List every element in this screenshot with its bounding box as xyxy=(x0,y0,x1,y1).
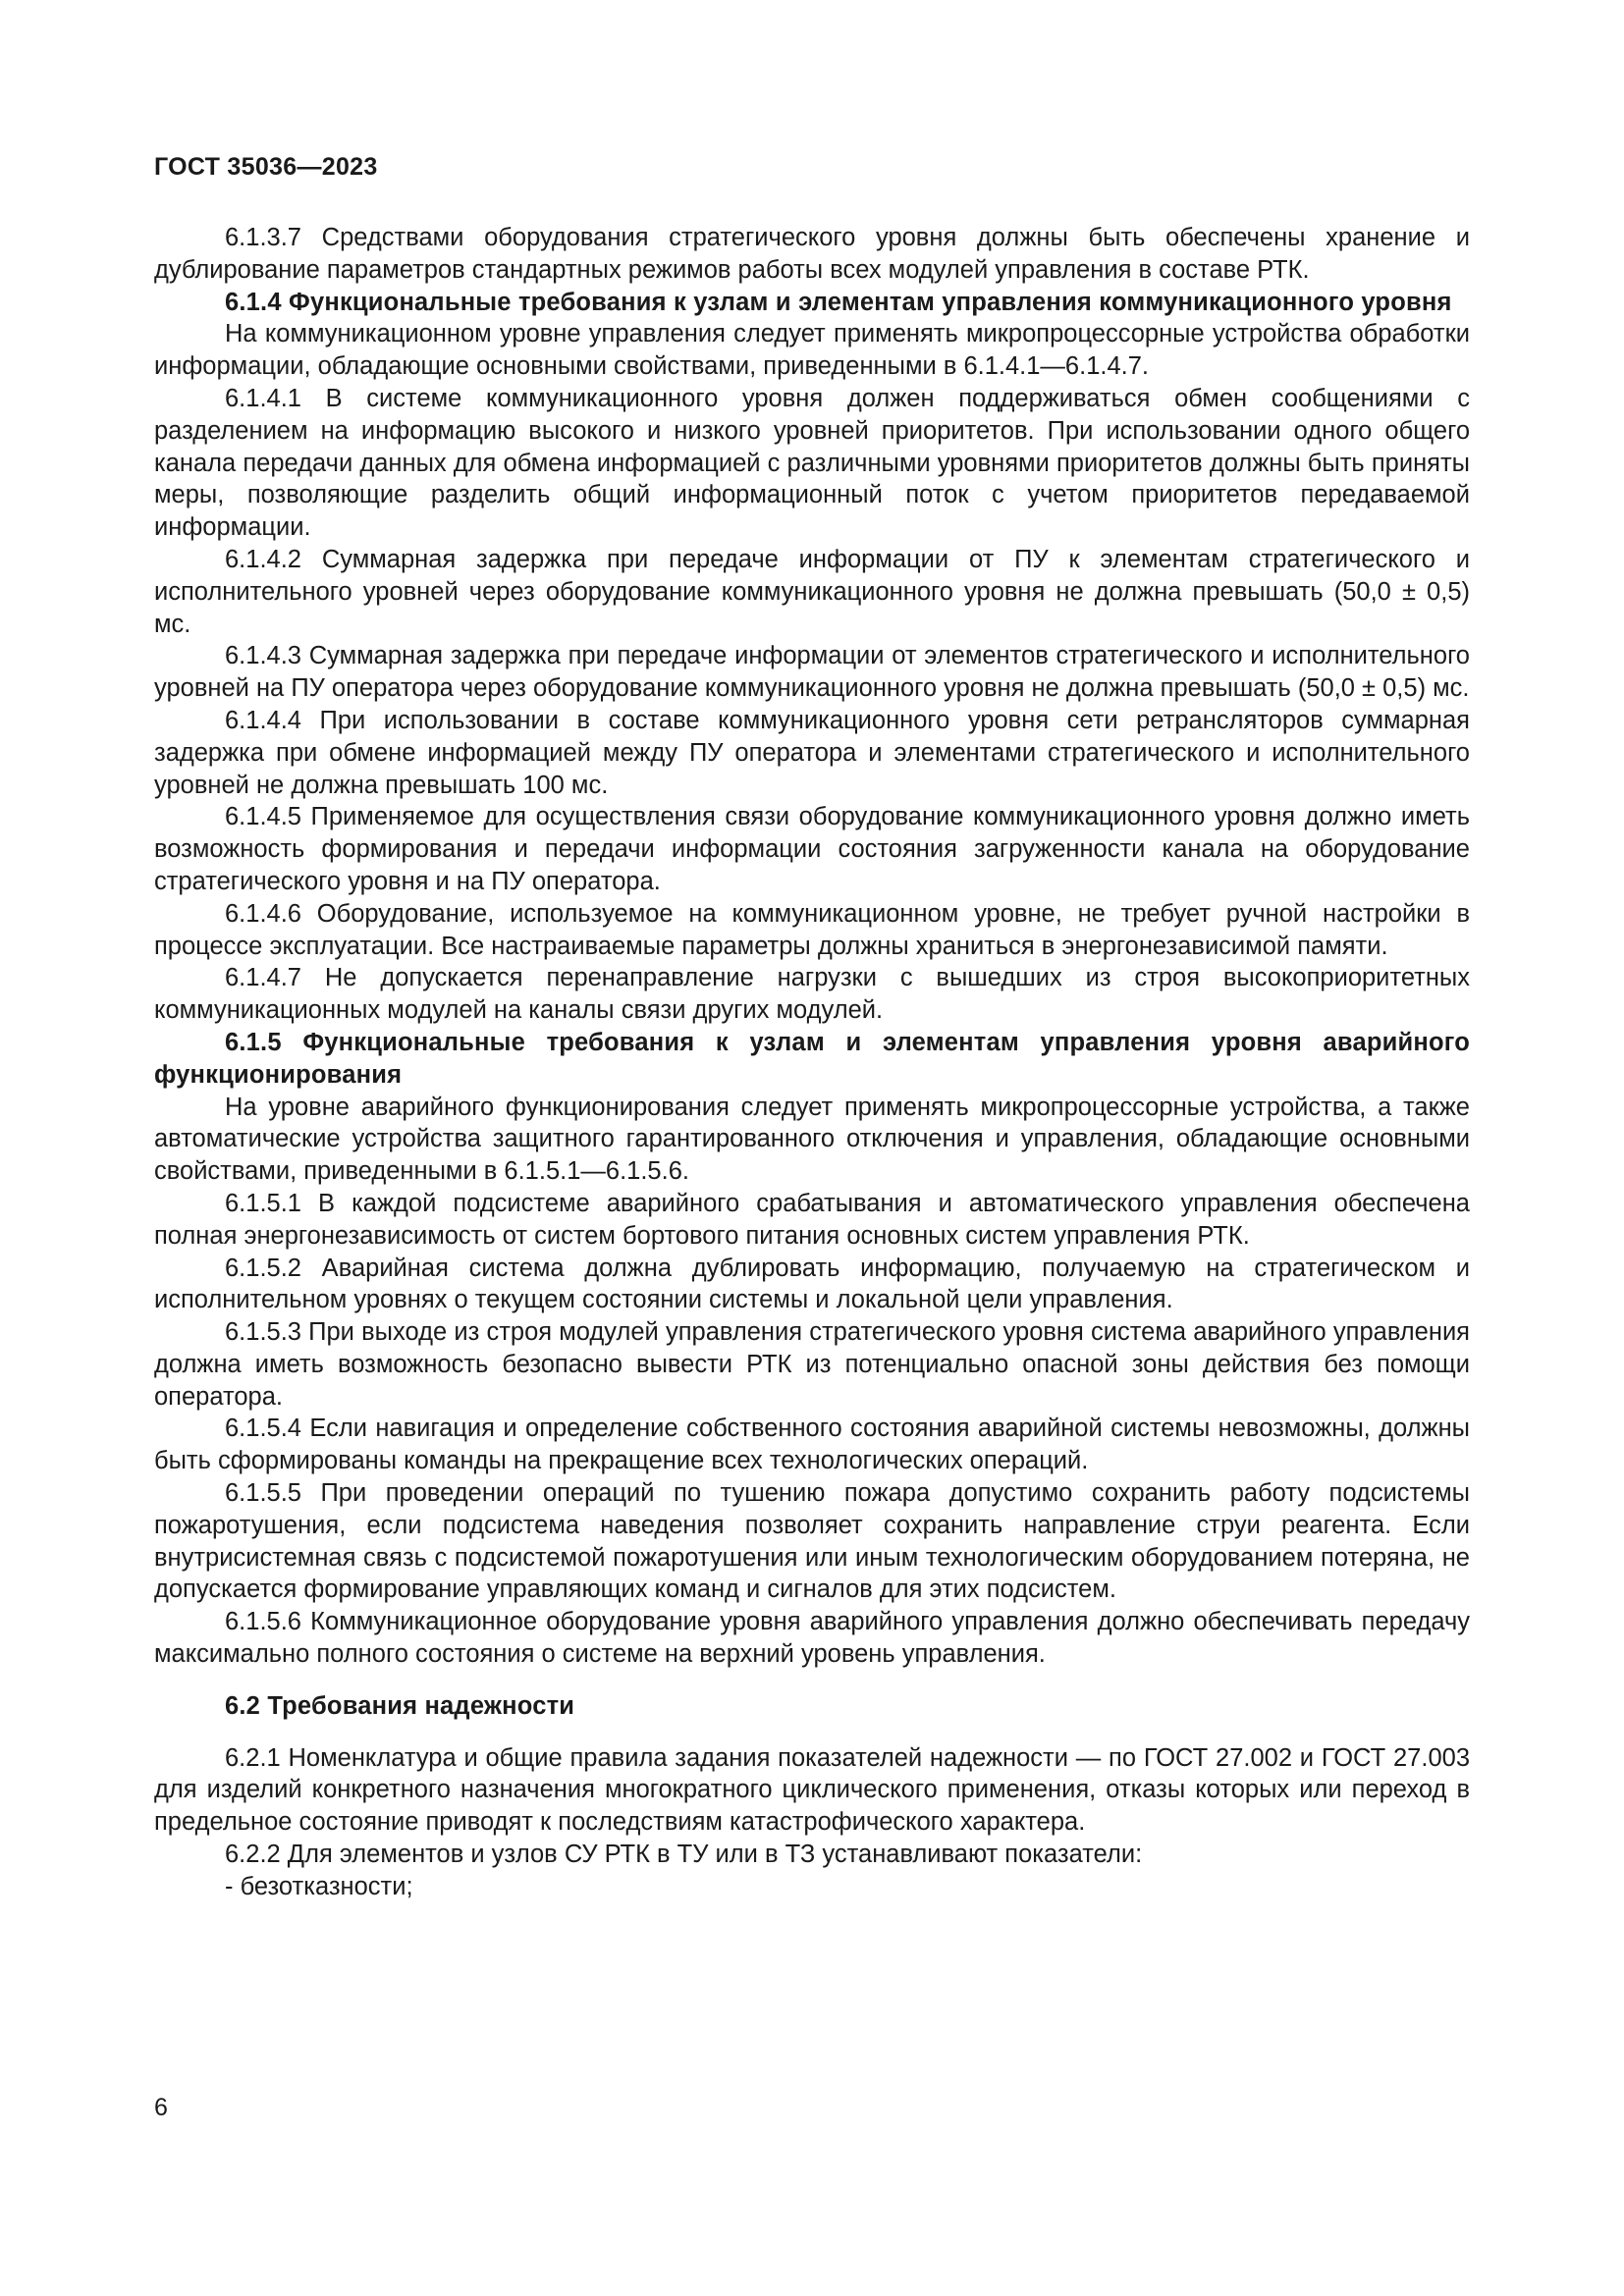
heading-6-2: 6.2 Требования надежности xyxy=(225,1691,575,1720)
paragraph-6-1-4-3: 6.1.4.3 Суммарная задержка при передаче информации от элементов стратегического и исполнительного уровней на ПУ оператора через оборудование коммуникационного уровня не должна превышать (50,0 ± 0,5) мс. xyxy=(154,642,1470,703)
paragraph-6-2-2: 6.2.2 Для элементов и узлов СУ РТК в ТУ или в ТЗ устанавливают показатели: xyxy=(225,1841,1143,1869)
paragraph-6-1-5-2: 6.1.5.2 Аварийная система должна дублировать информацию, получаемую на стратегическом и исполнительном уровнях о текущем состоянии системы и локальной цели управления. xyxy=(154,1254,1470,1314)
heading-6-1-5: 6.1.5 Функциональные требования к узлам и элементам управления уровня аварийного функционирования xyxy=(154,1028,1470,1089)
paragraph-6-1-4-2: 6.1.4.2 Суммарная задержка при передаче информации от ПУ к элементам стратегического и исполнительного уровней через оборудование коммуникационного уровня не должна превышать (50,0 ± 0,5) мс. xyxy=(154,545,1470,638)
paragraph-6-1-4-1: 6.1.4.1 В системе коммуникационного уровня должен поддерживаться обмен сообщениями с разделением на информацию высокого и низкого уровней приоритетов. При использовании одного общего канала передачи данных для обмена информацией с различными уровнями приоритетов должны быть приняты меры, позволяющие разделить общий информационный поток с учетом приоритетов передаваемой информации. xyxy=(154,384,1470,542)
paragraph-6-2-1: 6.2.1 Номенклатура и общие правила задания показателей надежности — по ГОСТ 27.002 и ГОСТ 27.003 для изделий конкретного назначения многократного циклического применения, отказы которых или переход в предельное состояние приводят к последствиям катастрофического характера. xyxy=(154,1743,1470,1837)
paragraph-6-1-4-intro: На коммуникационном уровне управления следует применять микропроцессорные устройства обработки информации, обладающие основными свойствами, приведенными в 6.1.4.1—6.1.4.7. xyxy=(154,320,1470,381)
paragraph-6-1-4-4: 6.1.4.4 При использовании в составе коммуникационного уровня сети ретрансляторов суммарная задержка при обмене информацией между ПУ оператора и элементами стратегического и исполнительного уровней не должна превышать 100 мс. xyxy=(154,706,1470,799)
document-body xyxy=(154,222,1470,1903)
heading-6-1-4: 6.1.4 Функциональные требования к узлам и элементам управления коммуникационного уровня xyxy=(225,288,1452,316)
paragraph-6-1-3-7: 6.1.3.7 Средствами оборудования стратегического уровня должны быть обеспечены хранение и дублирование параметров стандартных режимов работы всех модулей управления в составе РТК. xyxy=(154,224,1470,284)
document-header-code: ГОСТ 35036—2023 xyxy=(154,153,378,181)
paragraph-6-1-5-4: 6.1.5.4 Если навигация и определение собственного состояния аварийной системы невозможны, должны быть сформированы команды на прекращение всех технологических операций. xyxy=(154,1415,1470,1475)
paragraph-6-1-4-6: 6.1.4.6 Оборудование, используемое на коммуникационном уровне, не требует ручной настройки в процессе эксплуатации. Все настраиваемые параметры должны храниться в энергонезависимой памяти. xyxy=(154,899,1470,960)
list-item-bezotkaznosti: - безотказности; xyxy=(225,1872,413,1900)
paragraph-6-1-5-6: 6.1.5.6 Коммуникационное оборудование уровня аварийного управления должно обеспечивать передачу максимально полного состояния о системе на верхний уровень управления. xyxy=(154,1608,1470,1669)
page-number: 6 xyxy=(154,2094,168,2121)
paragraph-6-1-4-7: 6.1.4.7 Не допускается перенаправление нагрузки с вышедших из строя высокоприоритетных коммуникационных модулей на каналы связи других модулей. xyxy=(154,964,1470,1025)
paragraph-6-1-5-5: 6.1.5.5 При проведении операций по тушению пожара допустимо сохранить работу подсистемы пожаротушения, если подсистема наведения позволяет сохранить направление струи реагента. Если внутрисистемная связь с подсистемой пожаротушения или иным технологическим оборудованием потеряна, не допускается формирование управляющих команд и сигналов для этих подсистем. xyxy=(154,1479,1470,1604)
paragraph-6-1-4-5: 6.1.4.5 Применяемое для осуществления связи оборудование коммуникационного уровня должно иметь возможность формирования и передачи информации состояния загруженности канала на оборудование стратегического уровня и на ПУ оператора. xyxy=(154,803,1470,895)
paragraph-6-1-5-1: 6.1.5.1 В каждой подсистеме аварийного срабатывания и автоматического управления обеспечена полная энергонезависимость от систем бортового питания основных систем управления РТК. xyxy=(154,1189,1470,1250)
paragraph-6-1-5-3: 6.1.5.3 При выходе из строя модулей управления стратегического уровня система аварийного управления должна иметь возможность безопасно вывести РТК из потенциально опасной зоны действия без помощи оператора. xyxy=(154,1318,1470,1411)
paragraph-6-1-5-intro: На уровне аварийного функционирования следует применять микропроцессорные устройства, а также автоматические устройства защитного гарантированного отключения и управления, обладающие основными свойствами, приведенными в 6.1.5.1—6.1.5.6. xyxy=(154,1093,1470,1186)
